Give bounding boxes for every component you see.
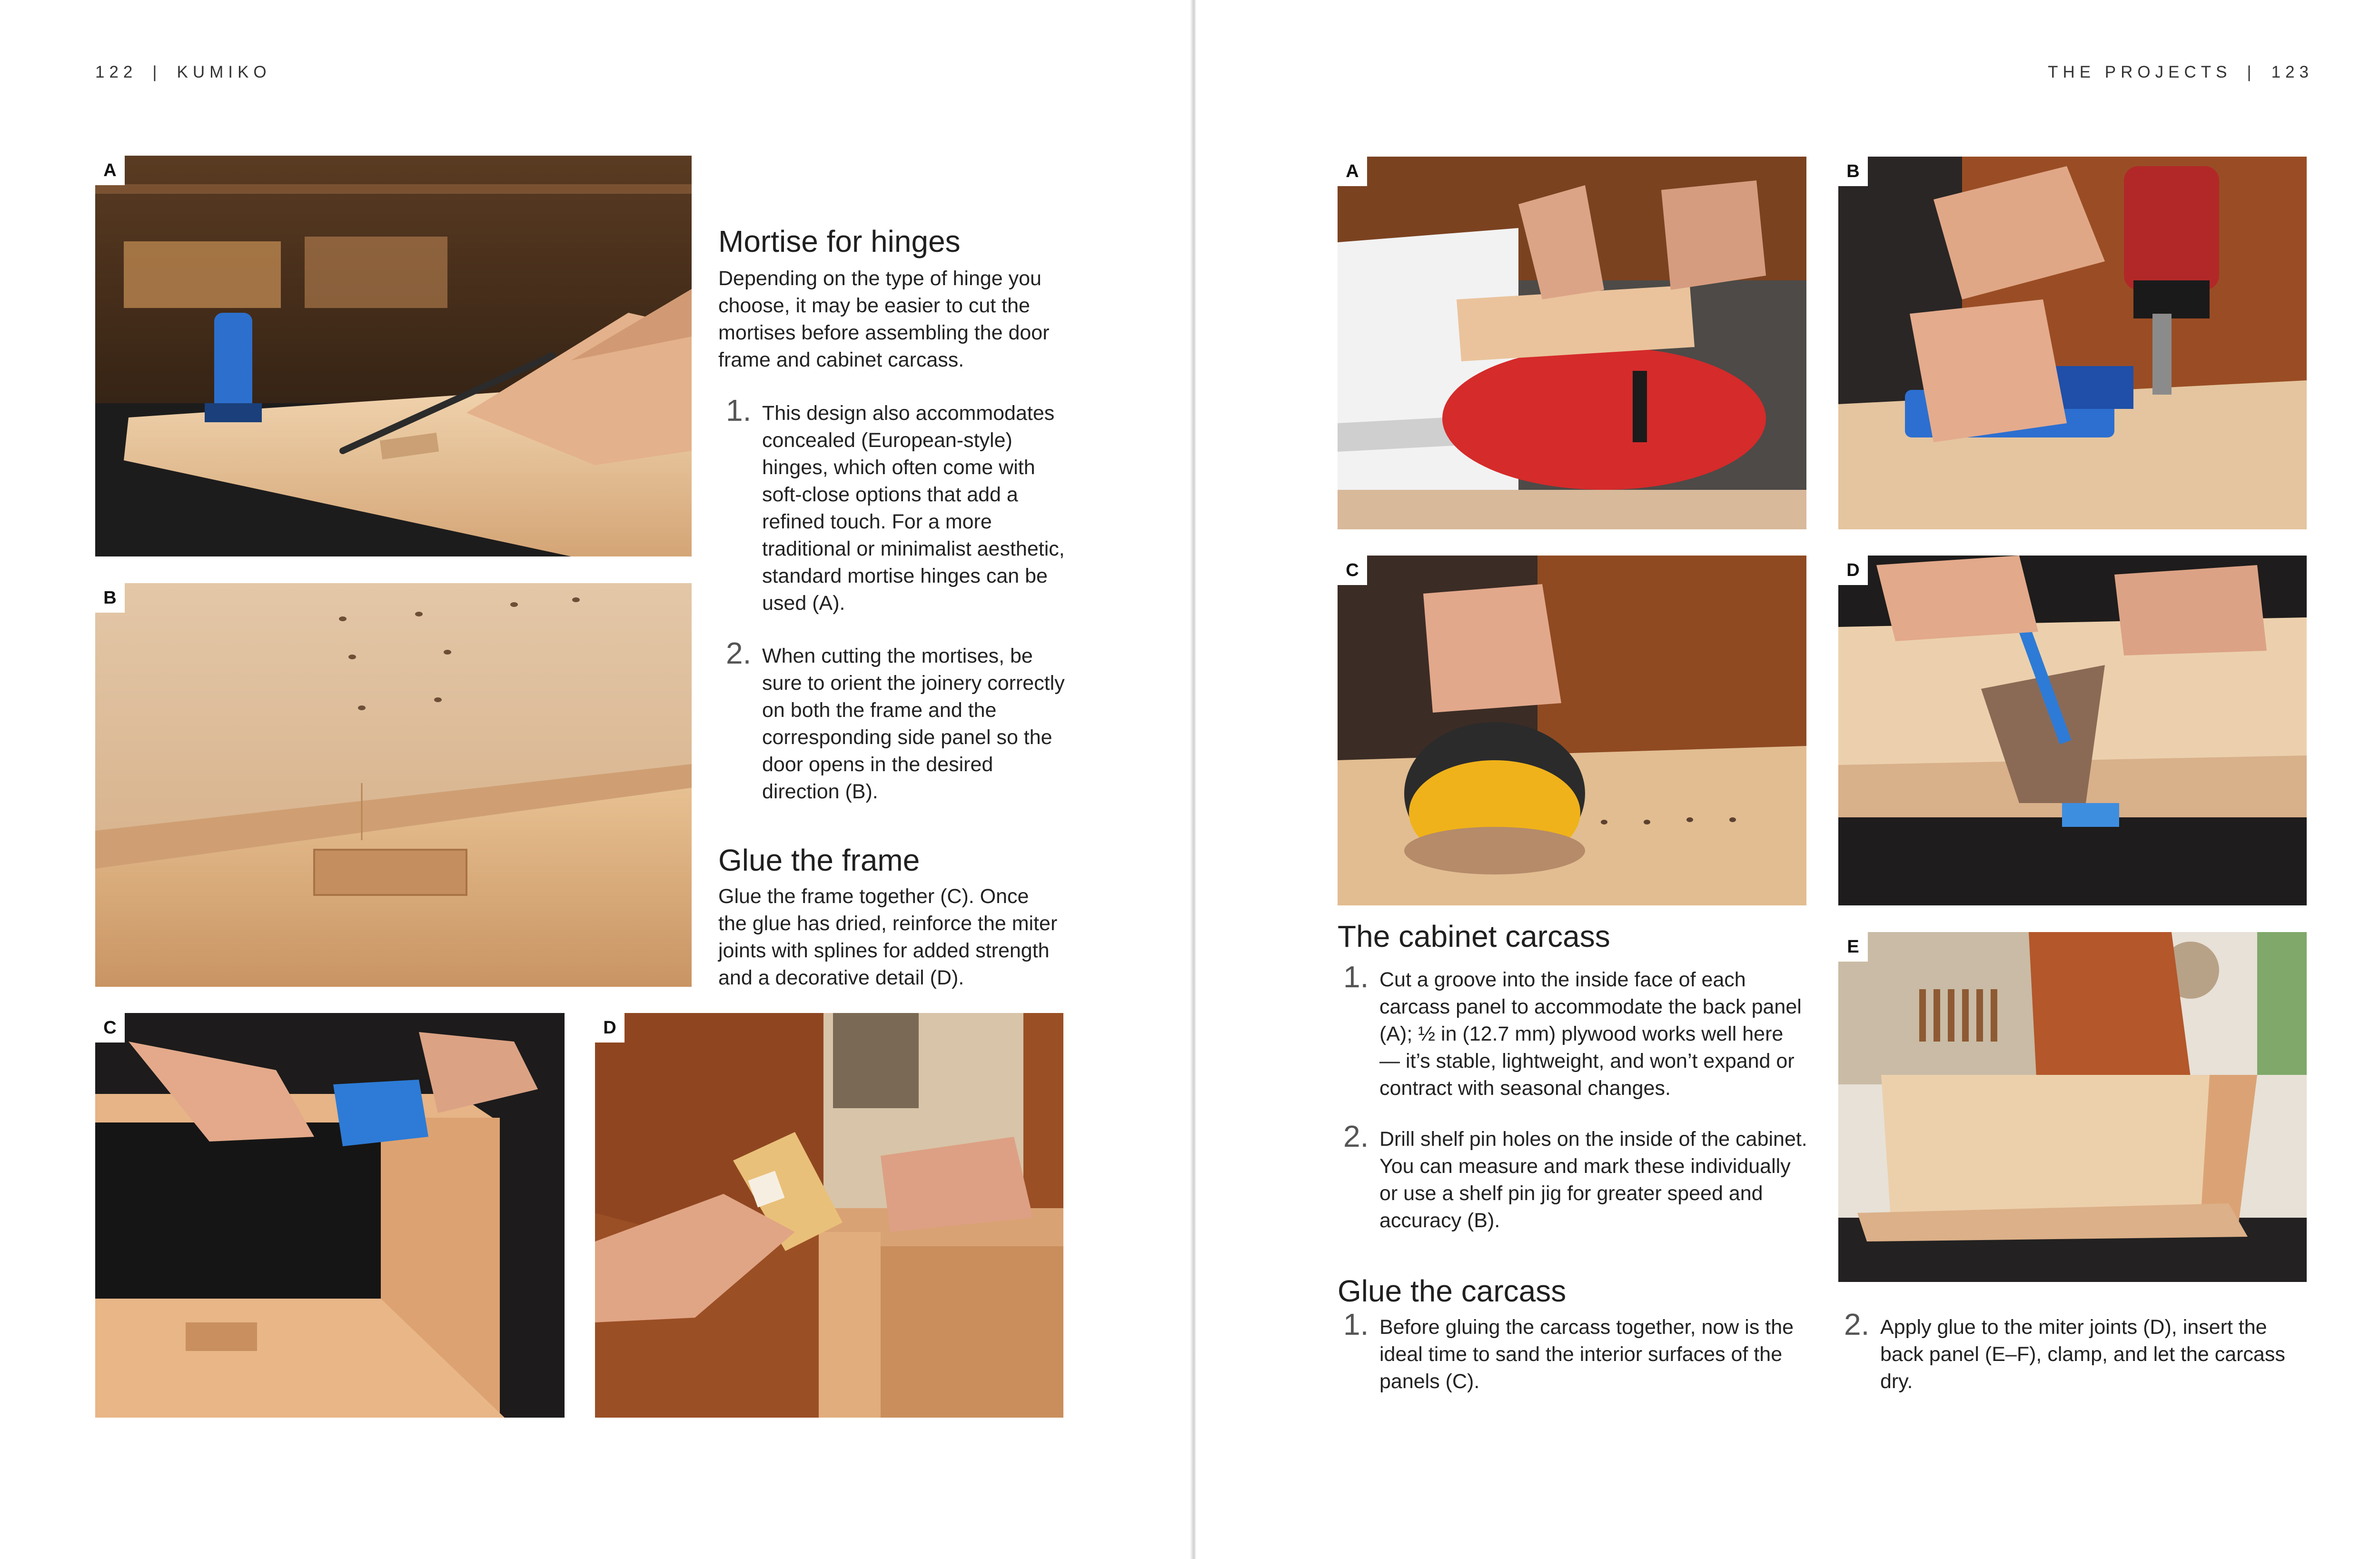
photo-b-label: B xyxy=(1838,157,1868,186)
photo-c-image xyxy=(1338,556,1806,905)
photo-e-image xyxy=(1838,932,2307,1282)
carcass-step-1-number: 1. xyxy=(1343,960,1369,994)
photo-b-image xyxy=(1838,157,2307,529)
photo-b-mortise-panels xyxy=(95,583,692,987)
photo-a-mortise-marking xyxy=(95,156,692,556)
photo-a-image xyxy=(1338,157,1806,529)
heading-glue-the-frame: Glue the frame xyxy=(718,843,920,877)
photo-a-label: A xyxy=(95,156,125,185)
heading-mortise-for-hinges: Mortise for hinges xyxy=(718,224,961,258)
mortise-step-2-text: When cutting the mortises, be sure to orient the joinery correctly on both the frame and the corresponding side panel so the door opens in the desired direction (B). xyxy=(762,645,1065,803)
glue-carcass-step-2-text: Apply glue to the miter joints (D), insert the back panel (E–F), clamp, and let the carcass dry. xyxy=(1880,1316,2285,1393)
heading-cabinet-carcass: The cabinet carcass xyxy=(1338,919,1610,953)
photo-c-label: C xyxy=(95,1013,125,1043)
photo-d-image xyxy=(1838,556,2307,905)
photo-e-label: E xyxy=(1838,932,1868,962)
photo-b-image xyxy=(95,583,692,987)
glue-carcass-step-2-number: 2. xyxy=(1844,1307,1870,1341)
heading-glue-the-carcass: Glue the carcass xyxy=(1338,1274,1567,1308)
mortise-step-1-text: This design also accommodates concealed (European-style) hinges, which often come with soft-close options that add a refined touch. For a more traditional or minimalist aesthetic, standard mortise hinges can be used (A). xyxy=(762,402,1065,615)
right-page xyxy=(1196,0,2380,1559)
right-running-title: THE PROJECTS xyxy=(2048,63,2232,81)
carcass-step-1-text: Cut a groove into the inside face of each carcass panel to accommodate the back panel (A); ½ in (12.7 mm) plywood works well here — it’s stable, lightweight, and won’t expand or contract with seasonal changes. xyxy=(1379,968,1802,1100)
photo-a-table-saw xyxy=(1338,157,1806,529)
left-page-number: 122 xyxy=(95,63,138,81)
photo-c-label: C xyxy=(1338,556,1367,585)
photo-a-image xyxy=(95,156,692,556)
left-running-head: 122 | KUMIKO xyxy=(95,63,271,81)
photo-a-label: A xyxy=(1338,157,1367,186)
mortise-intro-text: Depending on the type of hinge you choose, it may be easier to cut the mortises before assembling the door frame and cabinet carcass. xyxy=(718,267,1050,371)
photo-b-label: B xyxy=(95,583,125,613)
photo-d-label: D xyxy=(1838,556,1868,585)
mortise-step-2-number: 2. xyxy=(726,636,752,670)
carcass-step-2-text: Drill shelf pin holes on the inside of the cabinet. You can measure and mark these individually or use a shelf pin jig for greater speed and accuracy (B). xyxy=(1379,1128,1807,1232)
photo-d-image xyxy=(595,1013,1063,1418)
glue-frame-text: Glue the frame together (C). Once the glue has dried, reinforce the miter joints with splines for added strength and a decorative detail (D). xyxy=(718,885,1058,989)
glue-carcass-step-1-text: Before gluing the carcass together, now is the ideal time to sand the interior surfaces of the panels (C). xyxy=(1379,1316,1794,1393)
photo-c-gluing-frame xyxy=(95,1013,565,1418)
left-running-title: KUMIKO xyxy=(177,63,271,81)
photo-e-carcass-assembly xyxy=(1838,932,2307,1282)
right-page-number: 123 xyxy=(2271,63,2313,81)
right-running-head: THE PROJECTS | 123 xyxy=(2048,63,2313,81)
photo-d-spline-cut xyxy=(595,1013,1063,1418)
photo-c-image xyxy=(95,1013,565,1418)
photo-d-label: D xyxy=(595,1013,625,1043)
mortise-step-1-number: 1. xyxy=(726,393,752,427)
glue-carcass-step-1-number: 1. xyxy=(1343,1307,1369,1341)
photo-d-brush-glue xyxy=(1838,556,2307,905)
carcass-step-2-number: 2. xyxy=(1343,1119,1369,1153)
photo-c-sanding xyxy=(1338,556,1806,905)
photo-b-drill-jig xyxy=(1838,157,2307,529)
